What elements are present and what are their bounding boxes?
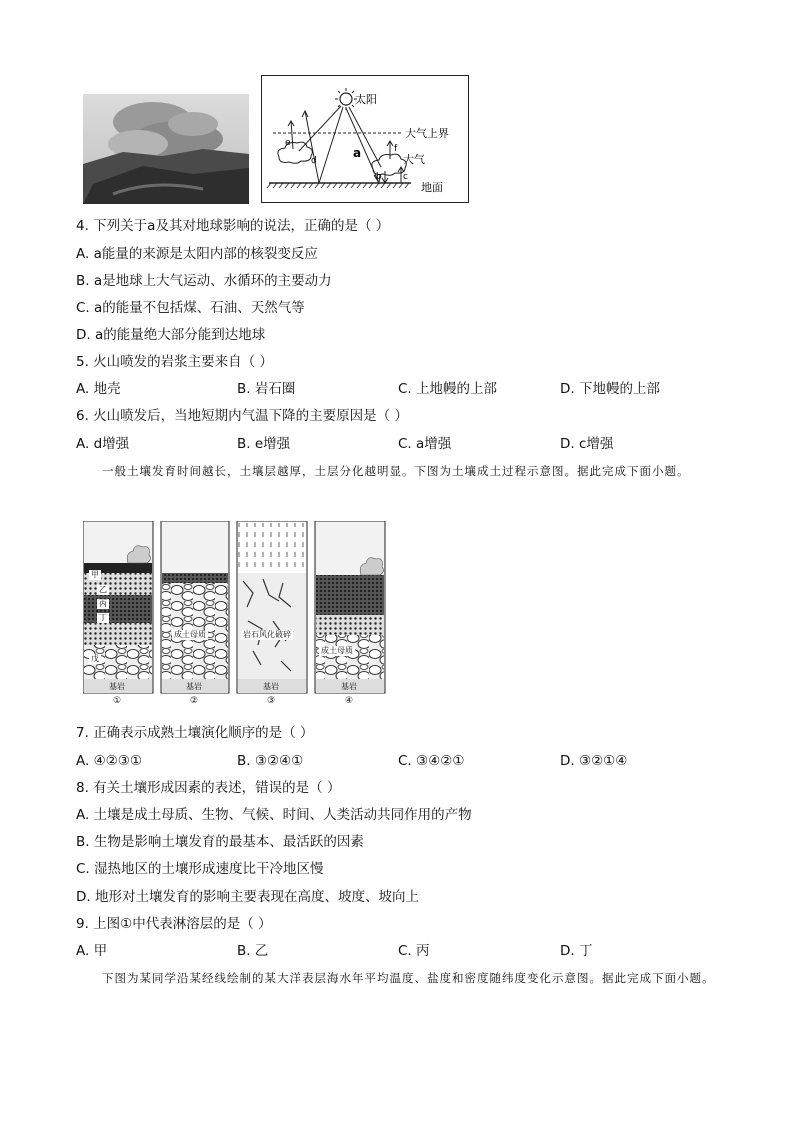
layer-label-jia: 甲 [91,570,99,579]
question-5-option-c[interactable]: C. 上地幔的上部 [398,381,498,397]
question-9-option-b[interactable]: B. 乙 [237,943,269,959]
question-4-option-a[interactable]: A. a能量的来源是太阳内部的核裂变反应 [76,246,318,262]
top-atmosphere-label: 大气上界 [405,127,449,140]
solar-radiation-diagram [261,75,469,203]
layer-label-ding: 丁 [99,613,107,622]
layer-label-bing: 丙 [99,599,107,608]
layer-label-wu: 戊 [91,654,99,663]
column-number-1: ① [113,696,122,706]
arrow-label-f: f [394,144,398,154]
question-8-option-c[interactable]: C. 湿热地区的土壤形成速度比干冷地区慢 [76,861,324,877]
arrow-label-a: a [353,146,362,160]
question-6-stem: 6. 火山喷发后，当地短期内气温下降的主要原因是（ ） [76,408,408,424]
atmosphere-label: 大气 [403,153,425,166]
question-6-option-a[interactable]: A. d增强 [76,436,130,452]
arrow-label-d: d [311,156,317,166]
question-4-option-b[interactable]: B. a是地球上大气运动、水循环的主要动力 [76,273,332,289]
arrow-label-e: e [285,138,291,148]
question-4-option-d[interactable]: D. a的能量绝大部分能到达地球 [76,327,266,343]
question-9-option-d[interactable]: D. 丁 [560,943,593,959]
parent-material-label-2: 成土母质 [174,630,206,639]
column-number-4: ④ [345,696,354,706]
question-8-stem: 8. 有关土壤形成因素的表述，错误的是（ ） [76,780,341,796]
question-7-option-b[interactable]: B. ③②④① [237,753,304,769]
column-number-3: ③ [267,696,276,706]
bedrock-label-1: 基岩 [109,682,125,691]
question-9-stem: 9. 上图①中代表淋溶层的是（ ） [76,916,272,932]
question-8-option-b[interactable]: B. 生物是影响土壤发育的最基本、最活跃的因素 [76,834,364,850]
question-4-stem: 4. 下列关于a及其对地球影响的说法，正确的是（ ） [76,218,390,234]
question-5-option-a[interactable]: A. 地壳 [76,381,121,397]
question-5-stem: 5. 火山喷发的岩浆主要来自（ ） [76,354,273,370]
question-7-option-d[interactable]: D. ③②①④ [560,753,628,769]
soil-column-4 [315,521,385,693]
ocean-intro-paragraph: 下图为某同学沿某经线绘制的某大洋表层海水年平均温度、盐度和密度随纬度变化示意图。据此完成下面小题。 [102,971,715,985]
question-7-option-c[interactable]: C. ③④②① [398,753,465,769]
weathered-rock-label: 岩石风化破碎 [243,630,291,639]
question-5-option-d[interactable]: D. 下地幔的上部 [560,381,660,397]
bedrock-label-3: 基岩 [263,682,279,691]
question-6-option-b[interactable]: B. e增强 [237,436,291,452]
question-9-option-c[interactable]: C. 丙 [398,943,430,959]
question-6-option-d[interactable]: D. c增强 [560,436,614,452]
question-8-option-d[interactable]: D. 地形对土壤发育的影响主要表现在高度、坡度、坡向上 [76,889,419,905]
soil-intro-paragraph: 一般土壤发育时间越长，土壤层越厚，土层分化越明显。下图为土壤成土过程示意图。据此完成下面小题。 [102,464,690,478]
question-4-option-c[interactable]: C. a的能量不包括煤、石油、天然气等 [76,300,305,316]
soil-column-1 [83,521,153,693]
question-9-option-a[interactable]: A. 甲 [76,943,108,959]
column-number-2: ② [190,696,199,706]
soil-column-3 [237,521,307,693]
bedrock-label-4: 基岩 [341,682,357,691]
layer-label-yi: 乙 [99,585,107,594]
volcano-photo [83,94,249,204]
ground-label: 地面 [421,181,443,194]
parent-material-label-4: 成土母质 [321,646,353,655]
arrow-label-b: b [376,172,382,182]
question-6-option-c[interactable]: C. a增强 [398,436,452,452]
sun-label: 太阳 [355,93,377,106]
bedrock-label-2: 基岩 [186,682,202,691]
question-7-stem: 7. 正确表示成熟土壤演化顺序的是（ ） [76,725,314,741]
question-7-option-a[interactable]: A. ④②③① [76,753,142,769]
soil-formation-diagram [83,521,387,709]
question-5-option-b[interactable]: B. 岩石圈 [237,381,296,397]
arrow-label-c: c [403,172,408,182]
question-8-option-a[interactable]: A. 土壤是成土母质、生物、气候、时间、人类活动共同作用的产物 [76,807,472,823]
soil-column-2 [161,521,229,693]
